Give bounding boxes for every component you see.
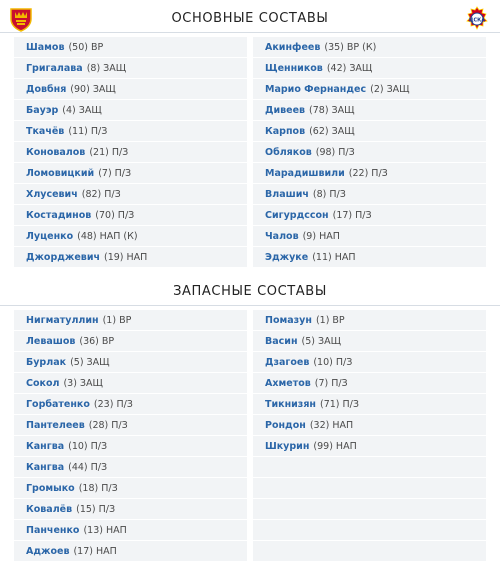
player-number-position: (35) ВР (К) bbox=[324, 41, 377, 53]
player-row bbox=[253, 415, 486, 436]
player-number-position: (50) ВР bbox=[68, 41, 104, 53]
empty-row bbox=[253, 520, 486, 541]
player-name-link[interactable]: Дивеев bbox=[265, 104, 306, 116]
player-number-position: (90) ЗАЩ bbox=[70, 83, 116, 95]
player-number-position: (11) НАП bbox=[312, 251, 356, 263]
player-row bbox=[253, 247, 486, 268]
empty-row bbox=[253, 541, 486, 562]
starting-away-list bbox=[253, 37, 486, 268]
svg-text:ЦСКА: ЦСКА bbox=[468, 17, 486, 24]
player-number-position: (1) ВР bbox=[102, 314, 132, 326]
player-number-position: (19) НАП bbox=[104, 251, 148, 263]
player-row bbox=[14, 478, 247, 499]
divider bbox=[0, 305, 500, 306]
player-name-link[interactable]: Нигматуллин bbox=[26, 314, 99, 326]
player-number-position: (10) П/З bbox=[313, 356, 353, 368]
player-number-position: (42) ЗАЩ bbox=[326, 62, 373, 74]
player-name-link[interactable]: Ковалёв bbox=[26, 503, 73, 515]
player-row bbox=[253, 100, 486, 121]
player-row bbox=[253, 205, 486, 226]
player-row bbox=[14, 499, 247, 520]
player-name-link[interactable]: Сокол bbox=[26, 377, 60, 389]
player-number-position: (13) НАП bbox=[83, 524, 127, 536]
player-row bbox=[253, 226, 486, 247]
subs-home-list bbox=[14, 310, 247, 562]
starting-home-list bbox=[14, 37, 247, 268]
player-number-position: (8) П/З bbox=[312, 188, 346, 200]
player-row bbox=[14, 58, 247, 79]
player-name-link[interactable]: Бурлак bbox=[26, 356, 67, 368]
player-number-position: (71) П/З bbox=[320, 398, 359, 410]
player-row bbox=[14, 520, 247, 541]
player-row bbox=[14, 142, 247, 163]
player-name-link[interactable]: Рондон bbox=[265, 419, 306, 431]
player-name-link[interactable]: Коновалов bbox=[26, 146, 86, 158]
player-name-link[interactable]: Панченко bbox=[26, 524, 80, 536]
player-number-position: (82) П/З bbox=[81, 188, 121, 200]
player-row bbox=[14, 415, 247, 436]
player-number-position: (44) П/З bbox=[68, 461, 108, 473]
player-number-position: (7) П/З bbox=[314, 377, 348, 389]
player-row bbox=[14, 121, 247, 142]
player-row bbox=[14, 226, 247, 247]
player-row bbox=[253, 352, 486, 373]
player-name-link[interactable]: Щенников bbox=[265, 62, 323, 74]
player-name-link[interactable]: Горбатенко bbox=[26, 398, 90, 410]
player-row bbox=[253, 310, 486, 331]
player-number-position: (62) ЗАЩ bbox=[309, 125, 355, 137]
player-number-position: (78) ЗАЩ bbox=[309, 104, 355, 116]
player-number-position: (1) ВР bbox=[315, 314, 345, 326]
player-number-position: (2) ЗАЩ bbox=[370, 83, 410, 95]
player-number-position: (99) НАП bbox=[313, 440, 357, 452]
player-name-link[interactable]: Довбня bbox=[26, 83, 67, 95]
player-name-link[interactable]: Пантелеев bbox=[26, 419, 85, 431]
player-row bbox=[253, 373, 486, 394]
player-row bbox=[253, 37, 486, 58]
player-name-link[interactable]: Ткачёв bbox=[26, 125, 65, 137]
player-row bbox=[253, 58, 486, 79]
player-number-position: (8) ЗАЩ bbox=[86, 62, 127, 74]
player-name-link[interactable]: Марадишвили bbox=[265, 167, 345, 179]
player-name-link[interactable]: Кангва bbox=[26, 440, 65, 452]
player-row bbox=[253, 331, 486, 352]
player-number-position: (32) НАП bbox=[309, 419, 354, 431]
player-number-position: (3) ЗАЩ bbox=[63, 377, 103, 389]
player-row bbox=[14, 163, 247, 184]
player-row bbox=[14, 373, 247, 394]
player-name-link[interactable]: Васин bbox=[265, 335, 298, 347]
player-name-link[interactable]: Карпов bbox=[265, 125, 306, 137]
player-row bbox=[14, 394, 247, 415]
player-name-link[interactable]: Обляков bbox=[265, 146, 312, 158]
player-number-position: (17) НАП bbox=[73, 545, 117, 557]
player-number-position: (7) П/З bbox=[98, 167, 132, 179]
player-number-position: (28) П/З bbox=[88, 419, 128, 431]
player-name-link[interactable]: Хлусевич bbox=[26, 188, 78, 200]
player-row bbox=[14, 310, 247, 331]
player-number-position: (70) П/З bbox=[95, 209, 135, 221]
player-number-position: (22) П/З bbox=[348, 167, 388, 179]
player-name-link[interactable]: Чалов bbox=[265, 230, 299, 242]
player-row bbox=[14, 184, 247, 205]
player-number-position: (15) П/З bbox=[76, 503, 116, 515]
player-name-link[interactable]: Влашич bbox=[265, 188, 309, 200]
player-number-position: (11) П/З bbox=[68, 125, 108, 137]
empty-row bbox=[253, 457, 486, 478]
subs-away-list bbox=[253, 310, 486, 562]
player-name-link[interactable]: Громыко bbox=[26, 482, 75, 494]
player-name-link[interactable]: Григалава bbox=[26, 62, 83, 74]
player-number-position: (9) НАП bbox=[302, 230, 340, 242]
player-name-link[interactable]: Костадинов bbox=[26, 209, 92, 221]
player-name-link[interactable]: Шкурин bbox=[265, 440, 310, 452]
player-row bbox=[253, 142, 486, 163]
player-row bbox=[253, 163, 486, 184]
player-row bbox=[253, 436, 486, 457]
player-number-position: (4) ЗАЩ bbox=[62, 104, 102, 116]
player-row bbox=[253, 79, 486, 100]
player-name-link[interactable]: Тикнизян bbox=[265, 398, 316, 410]
player-row bbox=[14, 352, 247, 373]
player-number-position: (21) П/З bbox=[89, 146, 129, 158]
player-name-link[interactable]: Ахметов bbox=[265, 377, 311, 389]
player-row bbox=[14, 37, 247, 58]
player-name-link[interactable]: Марио Фернандес bbox=[265, 83, 367, 95]
player-name-link[interactable]: Дзагоев bbox=[265, 356, 310, 368]
player-name-link[interactable]: Луценко bbox=[26, 230, 74, 242]
player-row bbox=[14, 457, 247, 478]
player-row bbox=[14, 436, 247, 457]
substitutes-title: ЗАПАСНЫЕ СОСТАВЫ bbox=[173, 284, 327, 299]
player-row bbox=[253, 184, 486, 205]
player-row bbox=[14, 100, 247, 121]
player-name-link[interactable]: Шамов bbox=[26, 41, 65, 53]
player-name-link[interactable]: Акинфеев bbox=[265, 41, 321, 53]
player-number-position: (17) П/З bbox=[332, 209, 372, 221]
player-row bbox=[14, 331, 247, 352]
player-name-link[interactable]: Сигурдссон bbox=[265, 209, 329, 221]
player-number-position: (48) НАП (К) bbox=[77, 230, 138, 242]
player-number-position: (18) П/З bbox=[78, 482, 118, 494]
divider bbox=[0, 32, 500, 33]
player-name-link[interactable]: Левашов bbox=[26, 335, 76, 347]
player-name-link[interactable]: Эджуке bbox=[265, 251, 309, 263]
player-row bbox=[253, 394, 486, 415]
player-name-link[interactable]: Джорджевич bbox=[26, 251, 101, 263]
player-name-link[interactable]: Бауэр bbox=[26, 104, 59, 116]
player-number-position: (5) ЗАЩ bbox=[301, 335, 341, 347]
empty-row bbox=[253, 499, 486, 520]
player-row bbox=[14, 541, 247, 562]
player-name-link[interactable]: Помазун bbox=[265, 314, 312, 326]
player-number-position: (98) П/З bbox=[315, 146, 355, 158]
starting-lineups-title: ОСНОВНЫЕ СОСТАВЫ bbox=[171, 11, 329, 26]
player-number-position: (23) П/З bbox=[93, 398, 133, 410]
player-row bbox=[253, 121, 486, 142]
player-row bbox=[14, 79, 247, 100]
empty-row bbox=[253, 478, 486, 499]
player-name-link[interactable]: Ломовицкий bbox=[26, 167, 95, 179]
player-row bbox=[14, 205, 247, 226]
player-number-position: (10) П/З bbox=[68, 440, 108, 452]
player-name-link[interactable]: Аджоев bbox=[26, 545, 70, 557]
player-name-link[interactable]: Кангва bbox=[26, 461, 65, 473]
player-number-position: (5) ЗАЩ bbox=[70, 356, 110, 368]
player-row bbox=[14, 247, 247, 268]
player-number-position: (36) ВР bbox=[79, 335, 115, 347]
